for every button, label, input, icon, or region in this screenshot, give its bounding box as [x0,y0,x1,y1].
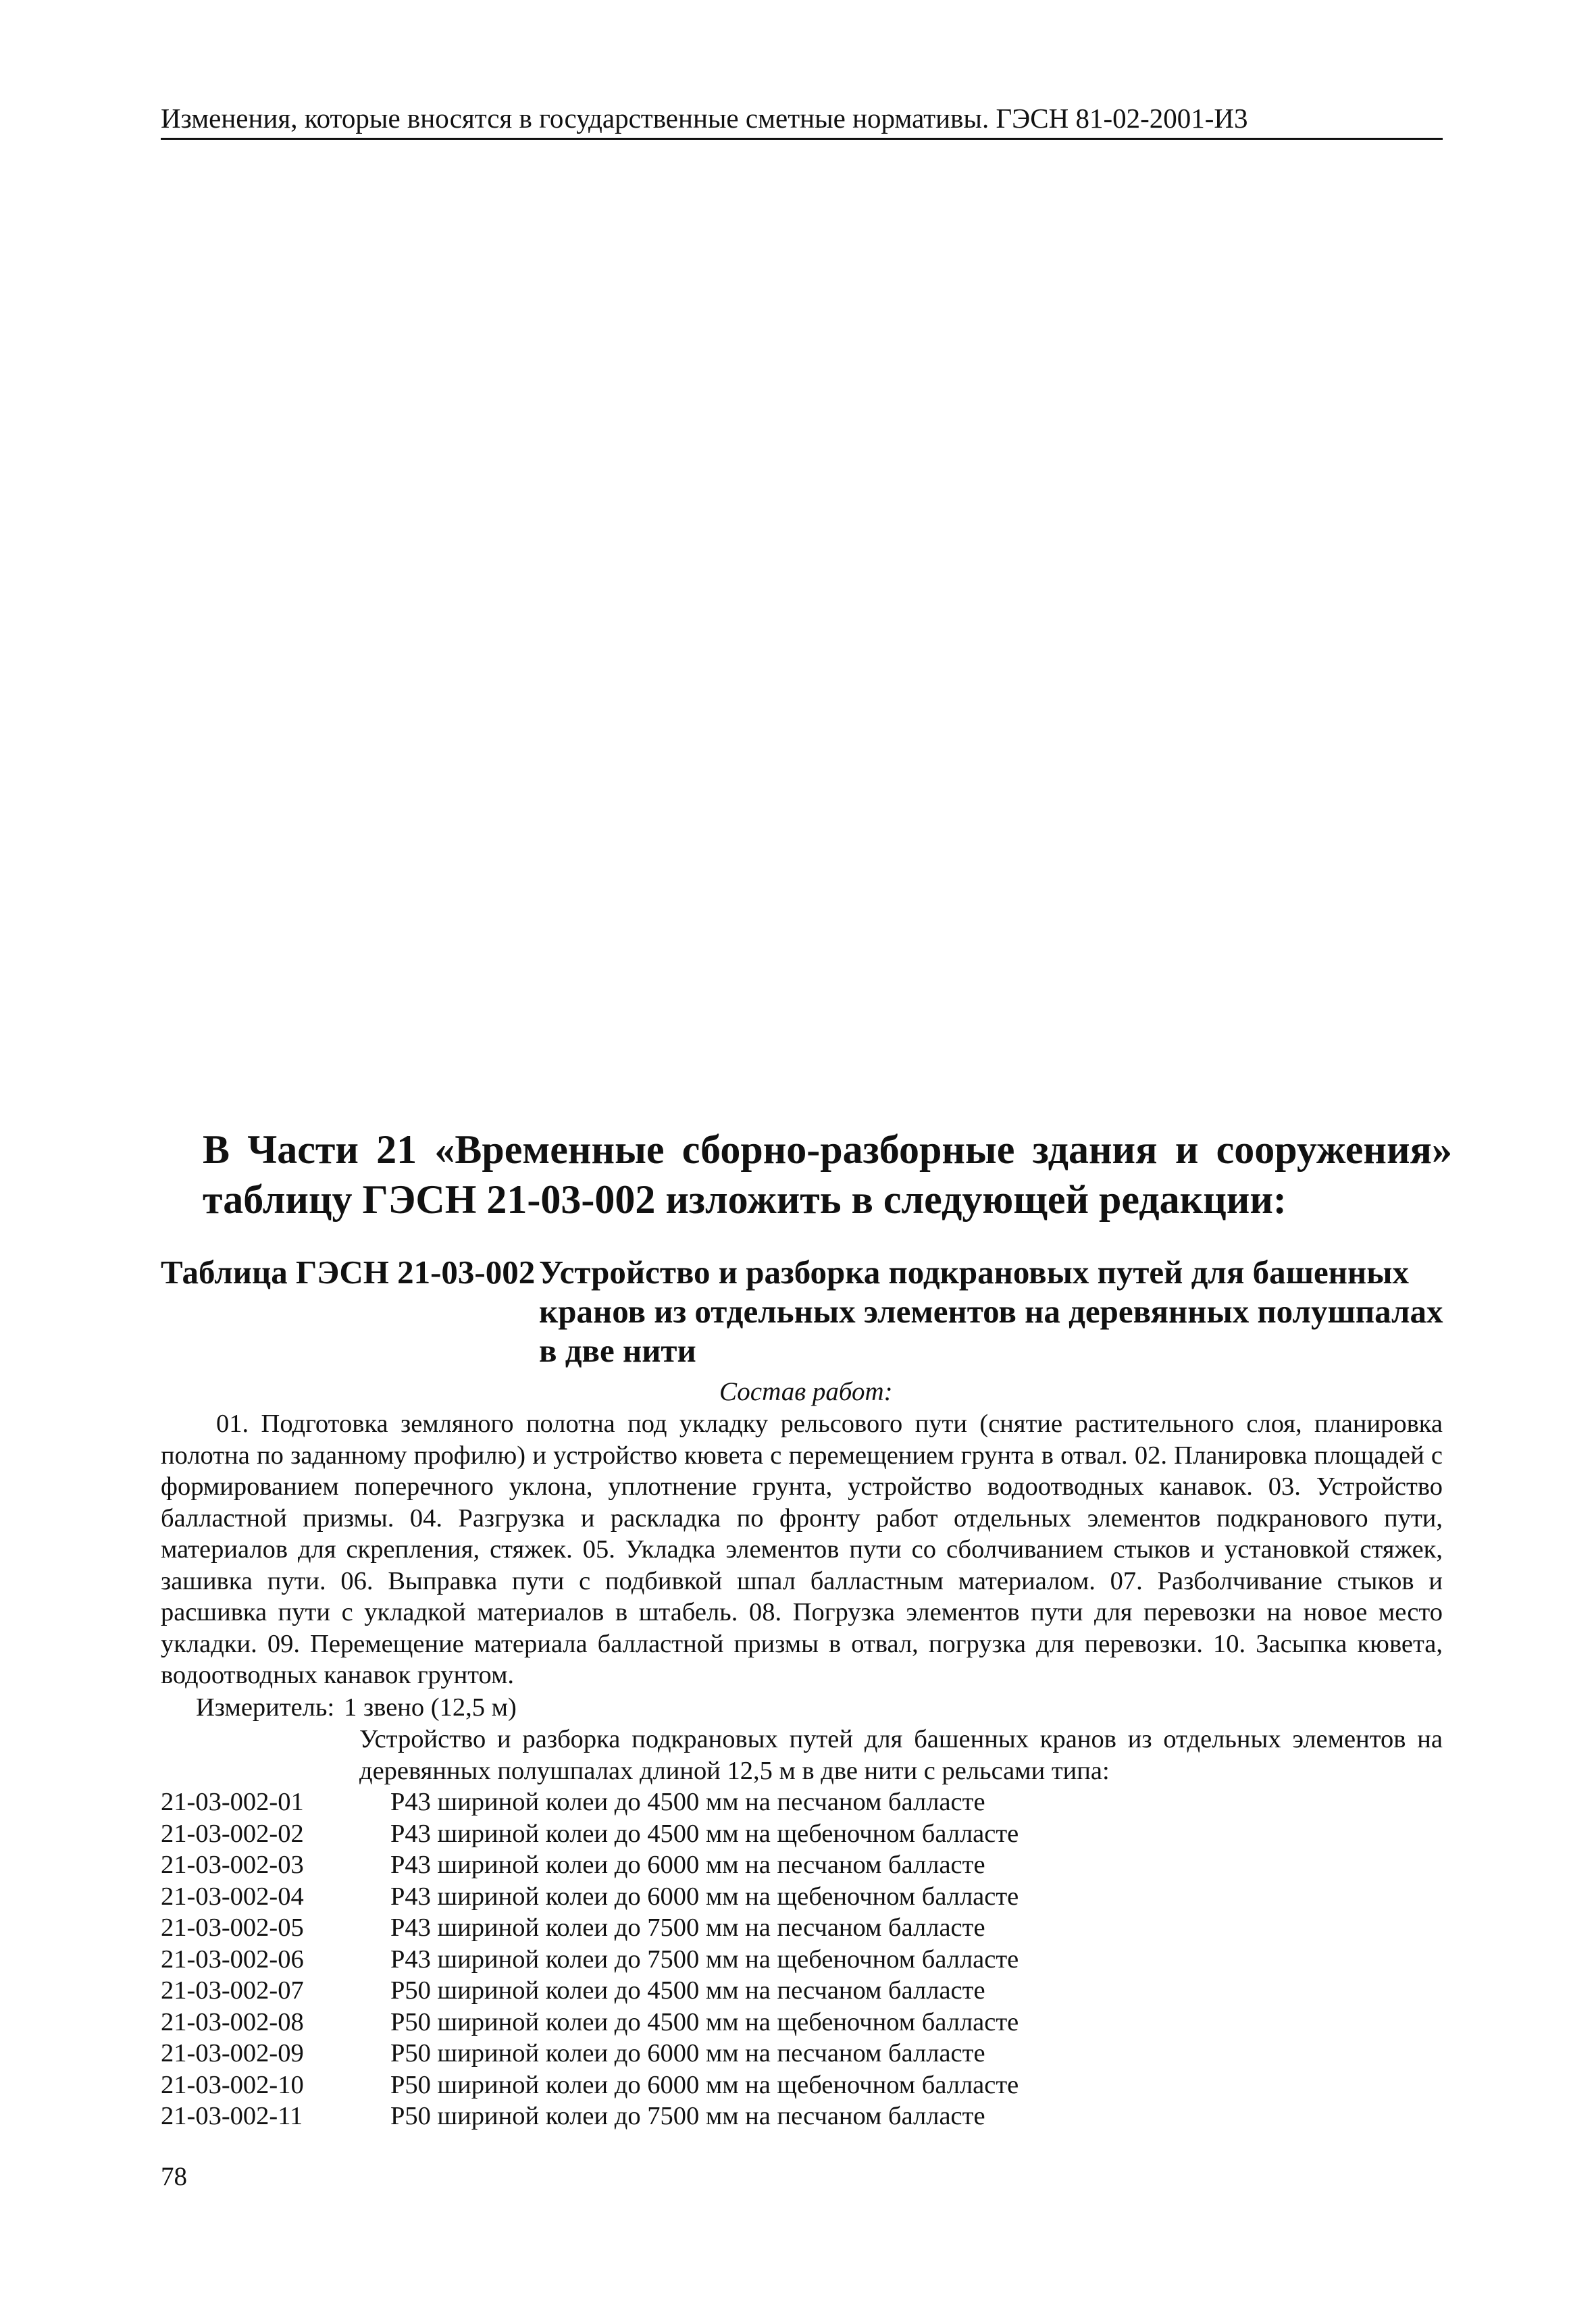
norm-code-list [161,1786,1443,2132]
list-item [161,1975,1443,2007]
norm-description: Р43 шириной колеи до 4500 мм на песчаном балласте [390,1788,985,1816]
list-item [161,1881,1443,1913]
list-item [161,2038,1443,2069]
page-number: 78 [161,2162,187,2191]
norm-code: 21-03-002-11 [161,2102,303,2130]
table-title-name: Устройство и разборка подкрановых путей для башенных кранов из отдельных элементов на деревянных полушпалах в две нити [539,1254,1443,1369]
norm-code: 21-03-002-07 [161,1976,304,2005]
table-title-label: Таблица ГЭСН 21-03-002 [161,1254,536,1291]
norm-description: Р43 шириной колеи до 4500 мм на щебеночном балласте [390,1819,1019,1848]
list-item [161,2101,1443,2132]
unit-of-measure-label: Измеритель: [196,1693,335,1722]
norm-code: 21-03-002-09 [161,2039,304,2067]
list-item [161,1912,1443,1944]
norm-description: Р43 шириной колеи до 7500 мм на щебеночном балласте [390,1945,1019,1974]
norm-code: 21-03-002-08 [161,2007,304,2036]
norm-code: 21-03-002-10 [161,2070,304,2099]
list-item [161,1944,1443,1976]
norm-description: Р50 шириной колеи до 4500 мм на щебеночном балласте [390,2007,1019,2036]
norm-code: 21-03-002-04 [161,1882,304,1911]
list-item [161,2069,1443,2101]
norm-description: Р50 шириной колеи до 6000 мм на песчаном балласте [390,2039,985,2067]
norm-code: 21-03-002-05 [161,1913,304,1942]
list-item [161,1849,1443,1881]
norm-description: Р50 шириной колеи до 7500 мм на песчаном балласте [390,2102,985,2130]
norm-code: 21-03-002-01 [161,1788,304,1816]
norm-description: Р43 шириной колеи до 6000 мм на щебеночном балласте [390,1882,1019,1911]
list-item [161,2007,1443,2038]
unit-of-measure-value: 1 звено (12,5 м) [344,1693,517,1722]
work-composition-caption: Состав работ: [719,1377,893,1406]
running-header: Изменения, которые вносятся в государственные сметные нормативы. ГЭСН 81-02-2001-И3 [161,101,1443,140]
norm-description: Р43 шириной колеи до 7500 мм на песчаном балласте [390,1913,985,1942]
norm-code: 21-03-002-06 [161,1945,304,1974]
norm-code: 21-03-002-03 [161,1851,304,1879]
list-item [161,1818,1443,1850]
list-item [161,1786,1443,1818]
unit-of-measure [196,1692,517,1723]
norm-description: Р50 шириной колеи до 6000 мм на щебеночном балласте [390,2070,1019,2099]
norm-description: Р50 шириной колеи до 4500 мм на песчаном балласте [390,1976,985,2005]
work-composition-text: 01. Подготовка земляного полотна под укладку рельсового пути (снятие растительного слоя, планировка полотна по заданному профилю) и устройство кювета с перемещением грунта в отвал. 02. Планировка площадей с формированием поперечного уклона, уплотнение грунта, устройство водоотводных канавок. 03. Устройство балластной призмы. 04. Разгрузка и раскладка по фронту работ отдельных элементов подкранового пути, материалов для скрепления, стяжек. 05. Укладка элементов пути со сболчиванием стыков и установкой стяжек, зашивка пути. 06. Выправка пути с подбивкой шпал балластным материалом. 07. Разболчивание стыков и расшивка пути с укладкой материалов в штабель. 08. Погрузка элементов пути для перевозки на новое место укладки. 09. Перемещение материала балластной призмы в отвал, погрузка для перевозки. 10. Засыпка кювета, водоотводных канавок грунтом. [161,1410,1443,1689]
norm-description: Р43 шириной колеи до 6000 мм на песчаном балласте [390,1851,985,1879]
amendment-intro: В Части 21 «Временные сборно-разборные здания и сооружения» таблицу ГЭСН 21-03-002 изложить в следующей редакции: [203,1127,1452,1222]
norm-code: 21-03-002-02 [161,1819,304,1848]
norm-group-description: Устройство и разборка подкрановых путей для башенных кранов из отдельных элементов на деревянных полушпалах длиной 12,5 м в две нити с рельсами типа: [359,1725,1443,1785]
